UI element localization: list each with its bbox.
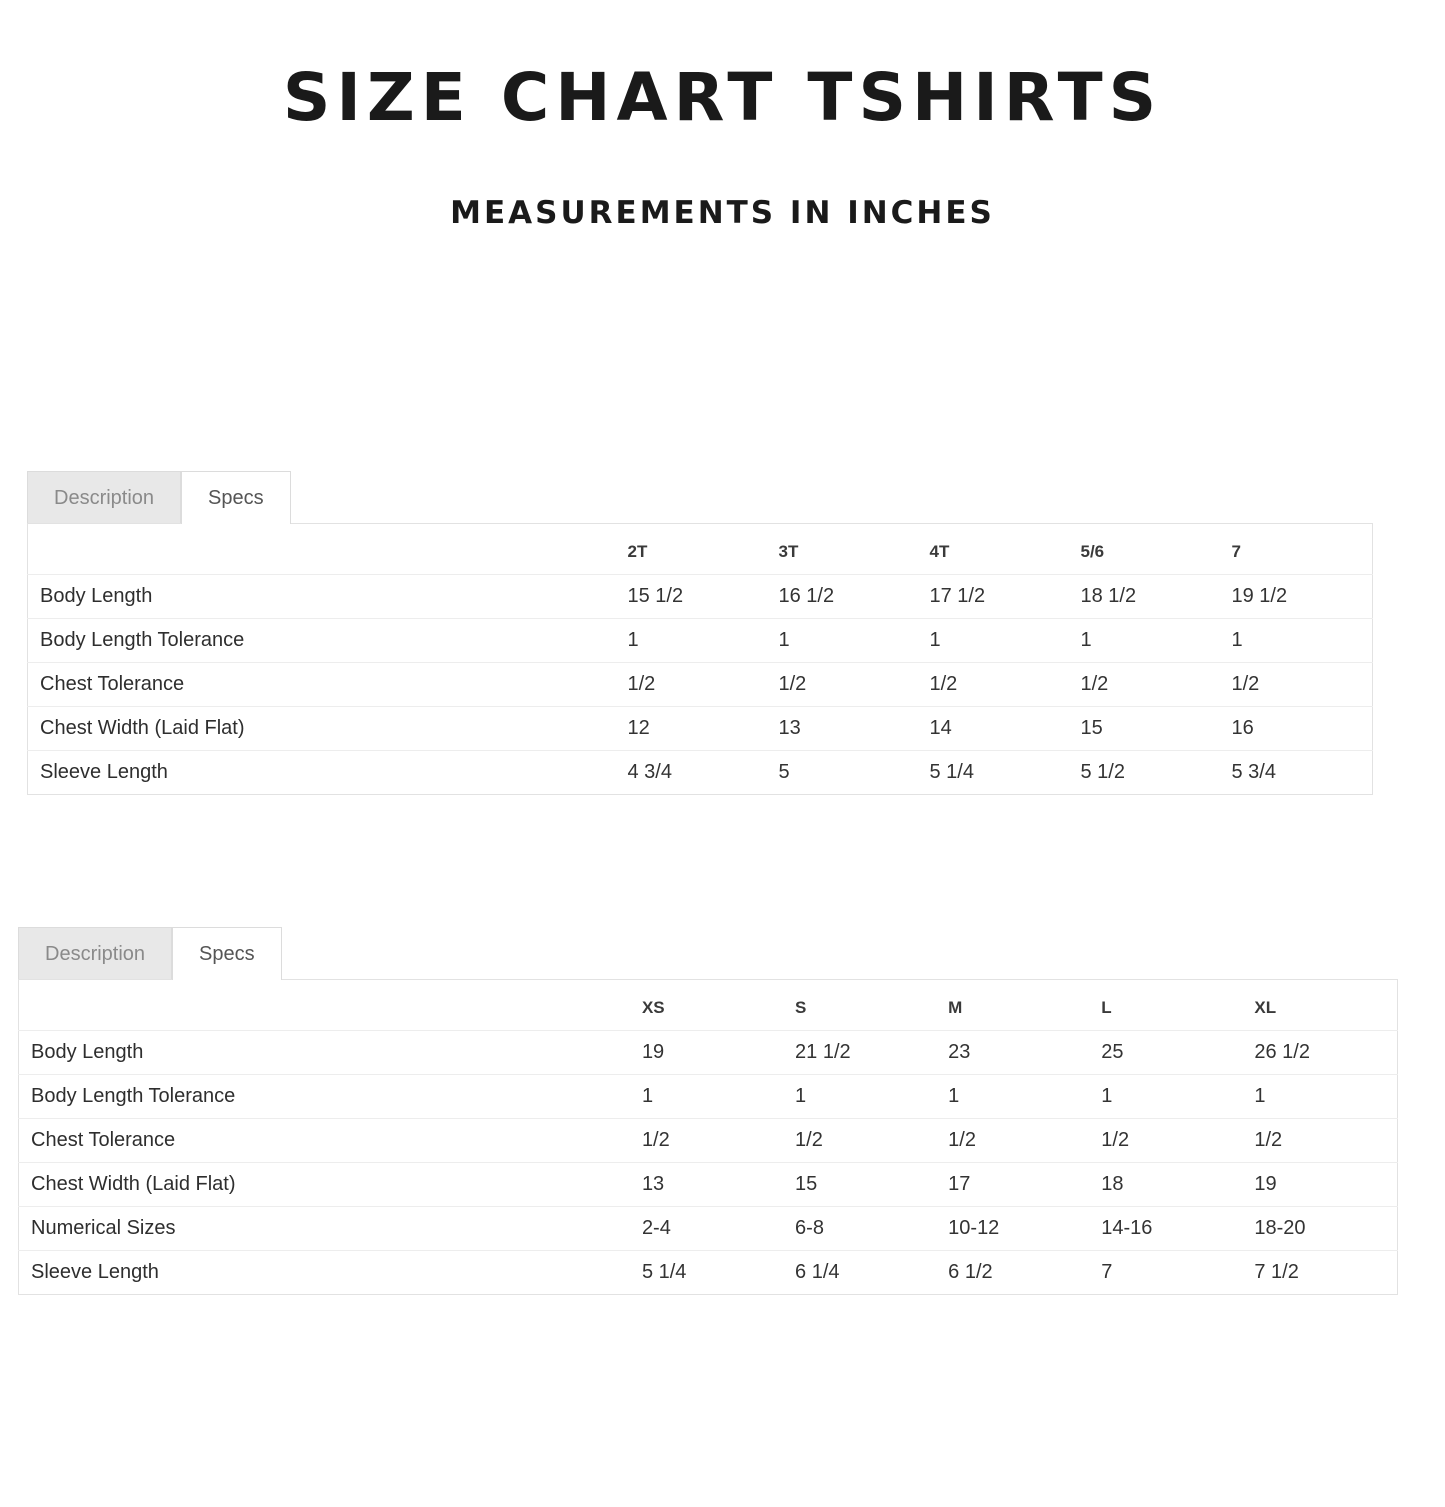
- row-value: 7 1/2: [1254, 1261, 1299, 1283]
- kids-header-size-2: 3T: [769, 524, 920, 575]
- row-value: 14-16: [1091, 1207, 1244, 1251]
- table-row: [28, 707, 1373, 751]
- adult-spec-table: [18, 979, 1398, 1295]
- row-value: 5 3/4: [1231, 761, 1276, 783]
- page-subtitle: MEASUREMENTS IN INCHES: [450, 194, 995, 231]
- row-label: Numerical Sizes: [19, 1207, 632, 1251]
- adult-tab-description[interactable]: Description: [18, 927, 172, 979]
- table-row: [28, 751, 1373, 795]
- adult-header-size-4: L: [1091, 980, 1244, 1031]
- row-value: 1/2: [1222, 663, 1373, 707]
- row-value: 19: [1244, 1163, 1397, 1207]
- row-value: 1: [1091, 1075, 1244, 1119]
- adult-header-size-2: S: [785, 980, 938, 1031]
- row-value: 19 1/2: [1222, 575, 1373, 619]
- kids-spec-table: [27, 523, 1373, 795]
- row-value: 1: [769, 619, 920, 663]
- page-title: SIZE CHART TSHIRTS: [282, 59, 1163, 136]
- row-value: 14: [920, 707, 1071, 751]
- row-value: 1: [1071, 619, 1222, 663]
- row-value: 1: [938, 1075, 1091, 1119]
- table-header-row: [19, 980, 1398, 1031]
- row-value: 1/2: [920, 663, 1071, 707]
- row-value: 17: [938, 1163, 1091, 1207]
- table-row: [19, 1163, 1398, 1207]
- row-value: 13: [632, 1163, 785, 1207]
- adult-tab-specs[interactable]: Specs: [172, 927, 282, 980]
- row-label: Chest Width (Laid Flat): [28, 707, 618, 751]
- kids-tab-specs[interactable]: Specs: [181, 471, 291, 524]
- row-value: 1/2: [1091, 1119, 1244, 1163]
- row-label: Sleeve Length: [31, 1261, 159, 1283]
- table-row: [19, 1207, 1398, 1251]
- row-value: 18: [1091, 1163, 1244, 1207]
- table-row: [28, 575, 1373, 619]
- row-label: Chest Width (Laid Flat): [19, 1163, 632, 1207]
- adult-size-chart-block: [18, 926, 1398, 1295]
- row-value: 1/2: [785, 1119, 938, 1163]
- row-value: 2-4: [632, 1207, 785, 1251]
- row-value: 26 1/2: [1244, 1031, 1397, 1075]
- adult-header-size-1: XS: [632, 980, 785, 1031]
- row-label: Chest Tolerance: [28, 663, 618, 707]
- row-value: 18 1/2: [1071, 575, 1222, 619]
- row-value: 16: [1222, 707, 1373, 751]
- row-value: 1/2: [632, 1119, 785, 1163]
- kids-header-corner: [28, 524, 618, 575]
- table-row: [19, 1119, 1398, 1163]
- row-value: 1/2: [1071, 663, 1222, 707]
- row-value: 1: [785, 1075, 938, 1119]
- row-value: 1/2: [1244, 1119, 1397, 1163]
- row-value: 1: [632, 1075, 785, 1119]
- row-value: 5: [778, 761, 790, 783]
- table-row: [19, 1031, 1398, 1075]
- adult-tab-bar: [18, 926, 1398, 979]
- row-value: 25: [1091, 1031, 1244, 1075]
- row-value: 18-20: [1244, 1207, 1397, 1251]
- row-value: 6 1/2: [948, 1261, 993, 1283]
- row-value: 1: [618, 619, 769, 663]
- row-label: Body Length: [28, 575, 618, 619]
- adult-header-size-5: XL: [1244, 980, 1397, 1031]
- row-value: 13: [769, 707, 920, 751]
- row-label: Body Length Tolerance: [19, 1075, 632, 1119]
- row-value: 15: [785, 1163, 938, 1207]
- row-value: 6-8: [785, 1207, 938, 1251]
- table-row: [28, 663, 1373, 707]
- row-value: 15: [1071, 707, 1222, 751]
- row-value: 6 1/4: [795, 1261, 840, 1283]
- table-header-row: [28, 524, 1373, 575]
- row-value: 12: [618, 707, 769, 751]
- row-value: 23: [938, 1031, 1091, 1075]
- row-value: 21 1/2: [785, 1031, 938, 1075]
- row-value: 5 1/4: [929, 761, 974, 783]
- row-value: 5 1/4: [641, 1261, 687, 1283]
- kids-tab-description[interactable]: Description: [27, 471, 181, 523]
- kids-header-size-1: 2T: [618, 524, 769, 575]
- row-value: 19: [632, 1031, 785, 1075]
- table-row: [28, 619, 1373, 663]
- row-value: 1: [1222, 619, 1373, 663]
- kids-header-size-4: 5/6: [1071, 524, 1222, 575]
- row-value: 1/2: [618, 663, 769, 707]
- row-label: Body Length: [19, 1031, 632, 1075]
- kids-header-size-5: 7: [1222, 524, 1373, 575]
- row-value: 4 3/4: [627, 761, 672, 783]
- adult-header-corner: [19, 980, 632, 1031]
- kids-header-size-3: 4T: [920, 524, 1071, 575]
- row-value: 1/2: [769, 663, 920, 707]
- row-value: 17 1/2: [920, 575, 1071, 619]
- row-value: 1: [1244, 1075, 1397, 1119]
- row-label: Chest Tolerance: [19, 1119, 632, 1163]
- adult-header-size-3: M: [938, 980, 1091, 1031]
- row-label: Body Length Tolerance: [28, 619, 618, 663]
- row-value: 1/2: [938, 1119, 1091, 1163]
- kids-size-chart-block: [27, 470, 1372, 795]
- table-row: [19, 1075, 1398, 1119]
- row-value: 10-12: [938, 1207, 1091, 1251]
- row-label: Sleeve Length: [40, 761, 168, 783]
- row-value: 5 1/2: [1080, 761, 1125, 783]
- row-value: 1: [920, 619, 1071, 663]
- table-row: [19, 1251, 1398, 1295]
- row-value: 7: [1101, 1261, 1113, 1283]
- kids-tab-bar: [27, 470, 1372, 523]
- row-value: 16 1/2: [769, 575, 920, 619]
- row-value: 15 1/2: [618, 575, 769, 619]
